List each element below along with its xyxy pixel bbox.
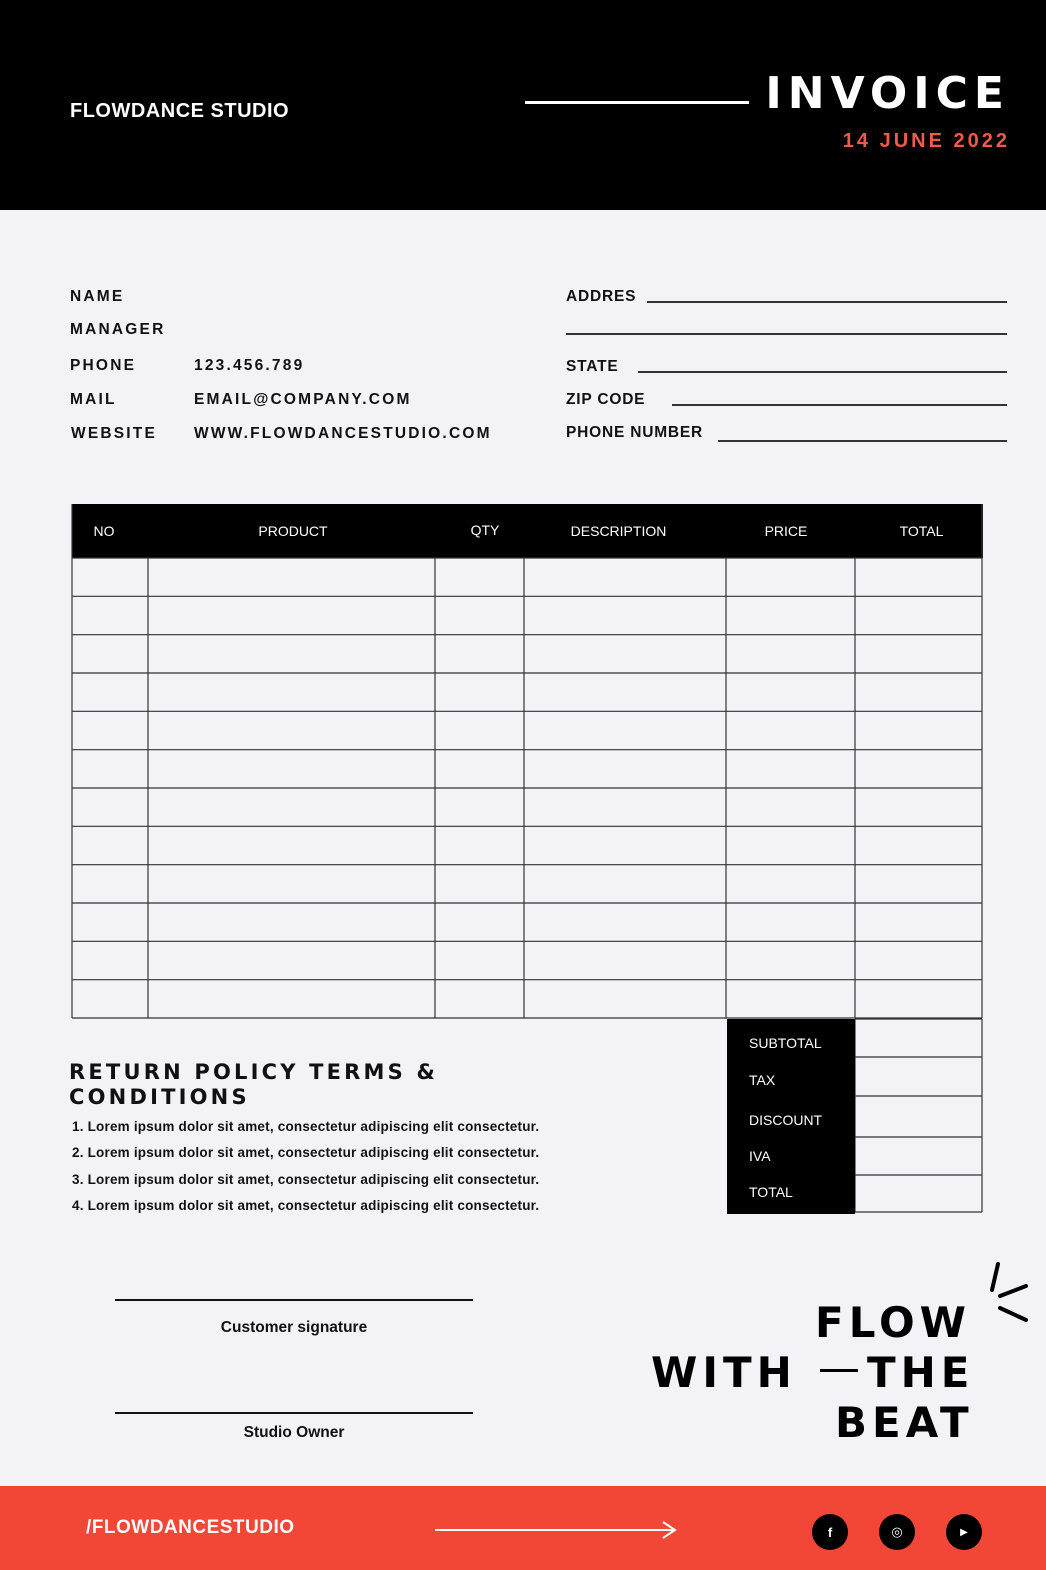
manager-label: MANAGER — [70, 321, 166, 338]
burst-lines-icon — [984, 1262, 1034, 1332]
invoice-date: 14 JUNE 2022 — [842, 130, 1010, 152]
website-value: WWW.FLOWDANCESTUDIO.COM — [194, 425, 492, 442]
social-handle-link[interactable]: /FLOWDANCESTUDIO — [86, 1517, 295, 1538]
youtube-icon: ▶ — [960, 1526, 968, 1538]
customer-signature-line — [115, 1299, 473, 1301]
terms-list — [72, 1118, 632, 1223]
col-total: TOTAL — [899, 523, 944, 539]
terms-item: 1. Lorem ipsum dolor sit amet, consectetur adipiscing elit consectetur. — [72, 1119, 540, 1134]
zip-code-label: ZIP CODE — [566, 391, 646, 408]
phone-value: 123.456.789 — [194, 357, 305, 374]
col-price: PRICE — [764, 523, 808, 539]
studio-name: FLOWDANCE STUDIO — [70, 100, 290, 122]
slogan-flow: FLOW — [815, 1298, 971, 1347]
slogan-beat: BEAT — [835, 1398, 974, 1447]
col-product: PRODUCT — [258, 523, 328, 539]
instagram-button[interactable] — [879, 1514, 915, 1550]
terms-item: 4. Lorem ipsum dolor sit amet, consectetur adipiscing elit consectetur. — [72, 1197, 540, 1213]
youtube-button[interactable] — [946, 1514, 982, 1550]
col-qty: QTY — [470, 522, 500, 538]
facebook-button[interactable] — [812, 1514, 848, 1550]
slogan-the: THE — [867, 1348, 975, 1397]
name-label: NAME — [70, 288, 125, 305]
facebook-icon: f — [827, 1524, 833, 1540]
footer-bar — [0, 1486, 1046, 1570]
terms-item: 3. Lorem ipsum dolor sit amet, consectetur adipiscing elit consectetur. — [72, 1171, 540, 1187]
col-no: NO — [93, 523, 115, 539]
terms-item: 2. Lorem ipsum dolor sit amet, consectetur adipiscing elit consectetur. — [72, 1145, 540, 1161]
terms-title: RETURN POLICY TERMS & CONDITIONS — [69, 1060, 439, 1109]
owner-signature-line — [115, 1412, 473, 1414]
phone-number-label: PHONE NUMBER — [566, 424, 704, 441]
tax-label: TAX — [749, 1072, 776, 1088]
total-label: TOTAL — [749, 1184, 793, 1200]
state-label: STATE — [566, 358, 619, 375]
arrow-right-icon — [435, 1520, 680, 1540]
subtotal-label: SUBTOTAL — [749, 1035, 822, 1051]
mail-label: MAIL — [70, 391, 117, 408]
slogan-with: WITH — [651, 1348, 797, 1397]
customer-signature-label: Customer signature — [220, 1319, 368, 1336]
instagram-icon: ◎ — [891, 1524, 903, 1539]
iva-label: IVA — [749, 1148, 771, 1164]
slogan-dash — [820, 1369, 858, 1372]
address-label: ADDRES — [566, 288, 637, 305]
owner-signature-label: Studio Owner — [243, 1424, 345, 1441]
website-label: WEBSITE — [71, 425, 158, 442]
phone-label: PHONE — [70, 357, 137, 374]
invoice-title: INVOICE — [765, 68, 1010, 119]
col-description: DESCRIPTION — [570, 523, 667, 539]
discount-label: DISCOUNT — [749, 1112, 823, 1128]
mail-value: EMAIL@COMPANY.COM — [194, 391, 412, 408]
